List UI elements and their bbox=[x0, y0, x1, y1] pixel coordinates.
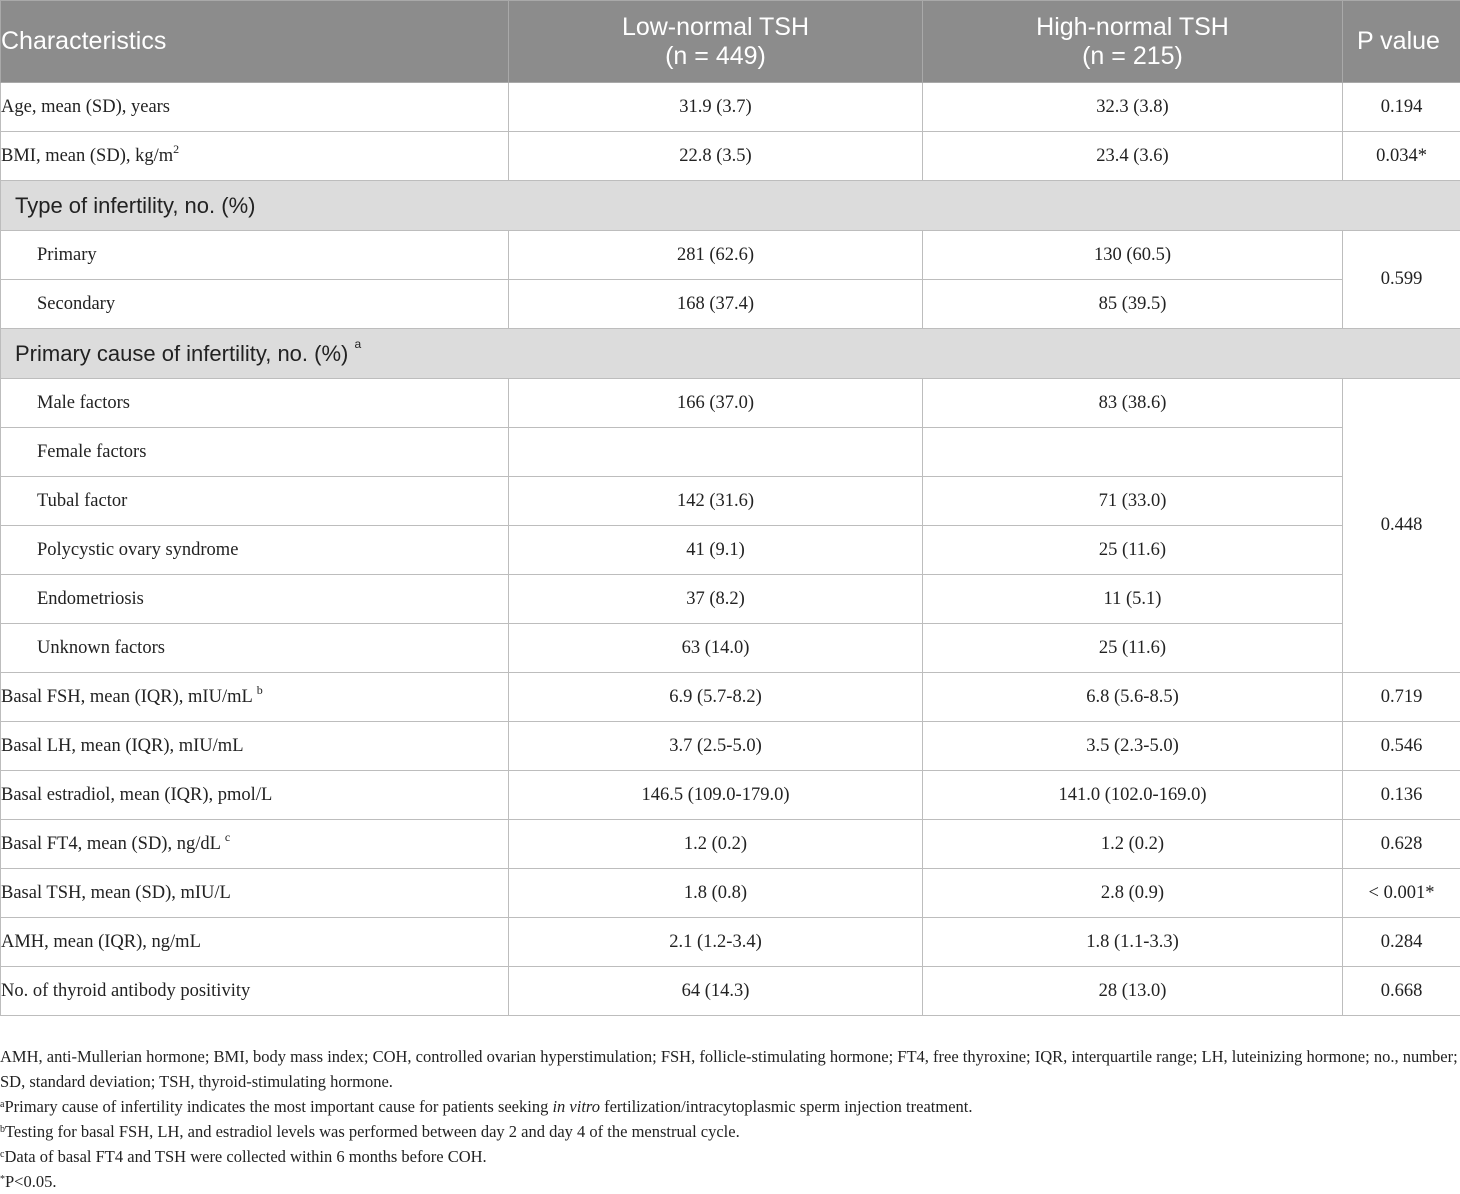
high-normal-value: 25 (11.6) bbox=[923, 624, 1343, 673]
high-normal-value: 141.0 (102.0-169.0) bbox=[923, 771, 1343, 820]
high-normal-value: 23.4 (3.6) bbox=[923, 132, 1343, 181]
high-normal-value: 83 (38.6) bbox=[923, 379, 1343, 428]
p-value: 0.628 bbox=[1343, 820, 1460, 869]
table-row bbox=[1, 771, 1460, 820]
p-value: 0.284 bbox=[1343, 918, 1460, 967]
low-normal-value: 63 (14.0) bbox=[509, 624, 923, 673]
table-row bbox=[1, 722, 1460, 771]
p-value: 0.719 bbox=[1343, 673, 1460, 722]
table-row bbox=[1, 280, 1460, 329]
high-normal-value: 71 (33.0) bbox=[923, 477, 1343, 526]
low-normal-value: 31.9 (3.7) bbox=[509, 83, 923, 132]
low-normal-value: 3.7 (2.5-5.0) bbox=[509, 722, 923, 771]
table-row bbox=[1, 379, 1460, 428]
high-normal-value: 32.3 (3.8) bbox=[923, 83, 1343, 132]
row-label: Basal FT4, mean (SD), ng/dL $^c$ bbox=[1, 820, 509, 869]
high-normal-value: 28 (13.0) bbox=[923, 967, 1343, 1016]
high-normal-value bbox=[923, 428, 1343, 477]
table-footnotes bbox=[0, 1044, 1460, 1194]
high-normal-value: 3.5 (2.3-5.0) bbox=[923, 722, 1343, 771]
table-row bbox=[1, 820, 1460, 869]
high-normal-value: 2.8 (0.9) bbox=[923, 869, 1343, 918]
row-label: No. of thyroid antibody positivity bbox=[1, 967, 509, 1016]
table-header-row bbox=[1, 1, 1460, 83]
row-label: Basal FSH, mean (IQR), mIU/mL $^b$ bbox=[1, 673, 509, 722]
row-label: Tubal factor bbox=[1, 477, 509, 526]
low-normal-value: 1.2 (0.2) bbox=[509, 820, 923, 869]
table-row bbox=[1, 575, 1460, 624]
row-label: Unknown factors bbox=[1, 624, 509, 673]
low-normal-value: 281 (62.6) bbox=[509, 231, 923, 280]
row-label: Basal estradiol, mean (IQR), pmol/L bbox=[1, 771, 509, 820]
table-row bbox=[1, 869, 1460, 918]
low-normal-value: 142 (31.6) bbox=[509, 477, 923, 526]
low-normal-value: 41 (9.1) bbox=[509, 526, 923, 575]
low-normal-value: 64 (14.3) bbox=[509, 967, 923, 1016]
low-normal-value: 1.8 (0.8) bbox=[509, 869, 923, 918]
high-normal-value: 130 (60.5) bbox=[923, 231, 1343, 280]
header-characteristics: Characteristics bbox=[1, 1, 509, 83]
table-row bbox=[1, 132, 1460, 181]
low-normal-value: 37 (8.2) bbox=[509, 575, 923, 624]
row-label: Female factors bbox=[1, 428, 509, 477]
high-normal-value: 25 (11.6) bbox=[923, 526, 1343, 575]
header-high-normal-tsh: High-normal TSH (n = 215) bbox=[923, 1, 1343, 83]
p-value: 0.448 bbox=[1343, 379, 1460, 673]
high-normal-value: 1.2 (0.2) bbox=[923, 820, 1343, 869]
table-row bbox=[1, 967, 1460, 1016]
row-label: Secondary bbox=[1, 280, 509, 329]
footnote-c: $^c$Data of basal FT4 and TSH were collected within 6 months before COH. bbox=[0, 1144, 1460, 1169]
row-label: Male factors bbox=[1, 379, 509, 428]
low-normal-value: 22.8 (3.5) bbox=[509, 132, 923, 181]
row-label: AMH, mean (IQR), ng/mL bbox=[1, 918, 509, 967]
row-label: Endometriosis bbox=[1, 575, 509, 624]
footnote-b: $^b$Testing for basal FSH, LH, and estradiol levels was performed between day 2 and day 4 of the menstrual cycle. bbox=[0, 1119, 1460, 1144]
low-normal-value: 2.1 (1.2-3.4) bbox=[509, 918, 923, 967]
table-row bbox=[1, 526, 1460, 575]
section-title: Primary cause of infertility, no. (%) $^a$ bbox=[1, 329, 1460, 379]
row-label: Basal LH, mean (IQR), mIU/mL bbox=[1, 722, 509, 771]
section-row-primary-cause bbox=[1, 329, 1460, 379]
table-row bbox=[1, 83, 1460, 132]
header-low-normal-tsh: Low-normal TSH (n = 449) bbox=[509, 1, 923, 83]
p-value: 0.136 bbox=[1343, 771, 1460, 820]
section-title: Type of infertility, no. (%) bbox=[1, 181, 1460, 231]
low-normal-value bbox=[509, 428, 923, 477]
high-normal-value: 6.8 (5.6-8.5) bbox=[923, 673, 1343, 722]
row-label: Polycystic ovary syndrome bbox=[1, 526, 509, 575]
p-value: 0.546 bbox=[1343, 722, 1460, 771]
footnote-a: $^a$Primary cause of infertility indicates the most important cause for patients seeking in vitro fertilization/intracytoplasmic sperm injection treatment. bbox=[0, 1094, 1460, 1119]
low-normal-value: 168 (37.4) bbox=[509, 280, 923, 329]
p-value: 0.668 bbox=[1343, 967, 1460, 1016]
low-normal-value: 146.5 (109.0-179.0) bbox=[509, 771, 923, 820]
row-label: BMI, mean (SD), $kg/m^2$ bbox=[1, 132, 509, 181]
table-row bbox=[1, 231, 1460, 280]
high-normal-value: 1.8 (1.1-3.3) bbox=[923, 918, 1343, 967]
footnote-abbreviations: AMH, anti-Mullerian hormone; BMI, body mass index; COH, controlled ovarian hyperstimulation; FSH, follicle-stimulating hormone; FT4, free thyroxine; IQR, interquartile range; LH, luteinizing hormone; no., number; SD, standard deviation; TSH, thyroid-stimulating hormone. bbox=[0, 1044, 1460, 1094]
table-row bbox=[1, 673, 1460, 722]
table-row bbox=[1, 477, 1460, 526]
row-label: Primary bbox=[1, 231, 509, 280]
low-normal-value: 6.9 (5.7-8.2) bbox=[509, 673, 923, 722]
table-row bbox=[1, 918, 1460, 967]
p-value: 0.599 bbox=[1343, 231, 1460, 329]
p-value: 0.194 bbox=[1343, 83, 1460, 132]
section-row-type-of-infertility bbox=[1, 181, 1460, 231]
footnote-significance: *P<0.05. bbox=[0, 1169, 1460, 1194]
table-row bbox=[1, 624, 1460, 673]
header-p-value: P value bbox=[1343, 1, 1460, 83]
table-row bbox=[1, 428, 1460, 477]
row-label: Age, mean (SD), years bbox=[1, 83, 509, 132]
high-normal-value: 11 (5.1) bbox=[923, 575, 1343, 624]
p-value: 0.034* bbox=[1343, 132, 1460, 181]
high-normal-value: 85 (39.5) bbox=[923, 280, 1343, 329]
row-label: Basal TSH, mean (SD), mIU/L bbox=[1, 869, 509, 918]
low-normal-value: 166 (37.0) bbox=[509, 379, 923, 428]
p-value: < 0.001* bbox=[1343, 869, 1460, 918]
